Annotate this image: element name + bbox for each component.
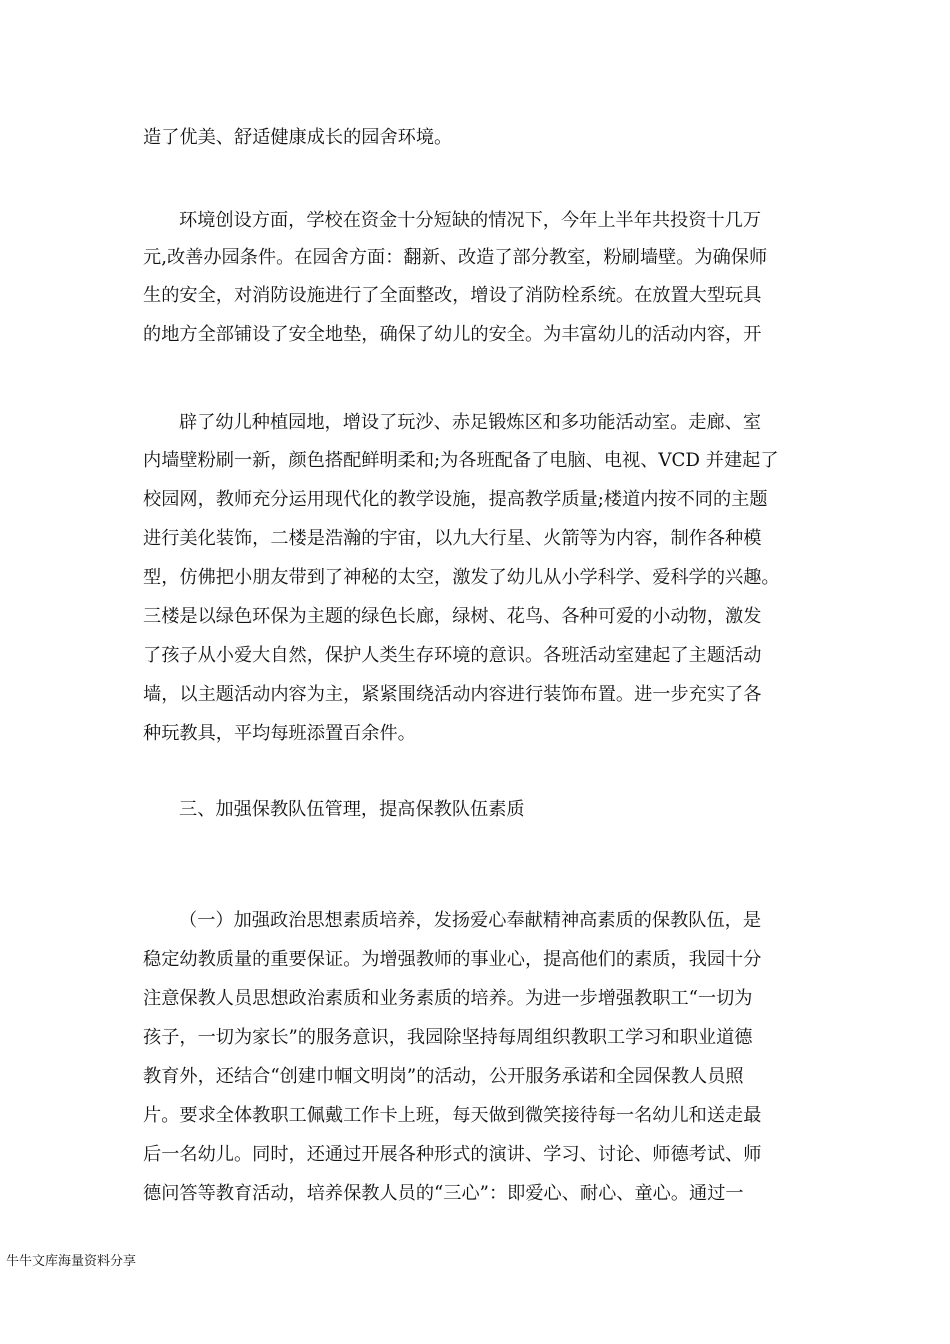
paragraph-line: 稳定幼教质量的重要保证。为增强教师的事业心，提高他们的素质，我园十分 (143, 949, 762, 970)
paragraph-line: 内墙壁粉刷一新，颜色搭配鲜明柔和;为各班配备了电脑、电视、VCD 并建起了 (143, 450, 779, 471)
paragraph-line: 孩子，一切为家长”的服务意识，我园除坚持每周组织教职工学习和职业道德 (143, 1027, 753, 1048)
paragraph-line: 造了优美、舒适健康成长的园舍环境。 (143, 127, 453, 148)
paragraph-line: 德问答等教育活动，培养保教人员的“三心”：即爱心、耐心、童心。通过一 (143, 1183, 744, 1204)
paragraph-line: 种玩教具，平均每班添置百余件。 (143, 723, 416, 744)
paragraph-line: 环境创设方面，学校在资金十分短缺的情况下，今年上半年共投资十几万 (179, 210, 762, 231)
paragraph-line: 进行美化装饰，二楼是浩瀚的宇宙，以九大行星、火箭等为内容，制作各种模 (143, 528, 762, 549)
paragraph-line: 了孩子从小爱大自然，保护人类生存环境的意识。各班活动室建起了主题活动 (143, 645, 762, 666)
paragraph-line: 辟了幼儿种植园地，增设了玩沙、赤足锻炼区和多功能活动室。走廊、室 (179, 412, 762, 433)
paragraph-line: 的地方全部铺设了安全地垫，确保了幼儿的安全。为丰富幼儿的活动内容，开 (143, 324, 762, 345)
paragraph-line: 生的安全，对消防设施进行了全面整改，增设了消防栓系统。在放置大型玩具 (143, 285, 762, 306)
paragraph-line: 注意保教人员思想政治素质和业务素质的培养。为进一步增强教职工“一切为 (143, 988, 753, 1009)
footer-text: 牛牛文库海量资料分享 (6, 1254, 137, 1269)
paragraph-line: 教育外，还结合“创建巾帼文明岗”的活动，公开服务承诺和全园保教人员照 (143, 1066, 744, 1087)
paragraph-line: （一）加强政治思想素质培养，发扬爱心奉献精神高素质的保教队伍，是 (179, 910, 762, 931)
paragraph-line: 墙，以主题活动内容为主，紧紧围绕活动内容进行装饰布置。进一步充实了各 (143, 684, 762, 705)
paragraph-line: 型，仿佛把小朋友带到了神秘的太空，激发了幼儿从小学科学、爱科学的兴趣。 (143, 567, 780, 588)
paragraph-line: 后一名幼儿。同时，还通过开展各种形式的演讲、学习、讨论、师德考试、师 (143, 1144, 762, 1165)
paragraph-line: 片。要求全体教职工佩戴工作卡上班，每天做到微笑接待每一名幼儿和送走最 (143, 1105, 762, 1126)
paragraph-line: 三楼是以绿色环保为主题的绿色长廊，绿树、花鸟、各种可爱的小动物，激发 (143, 606, 762, 627)
paragraph-line: 元,改善办园条件。在园舍方面：翻新、改造了部分教室，粉刷墙壁。为确保师 (143, 247, 768, 268)
section-heading: 三、加强保教队伍管理，提高保教队伍素质 (179, 799, 525, 820)
paragraph-line: 校园网，教师充分运用现代化的教学设施，提高教学质量;楼道内按不同的主题 (143, 489, 768, 510)
